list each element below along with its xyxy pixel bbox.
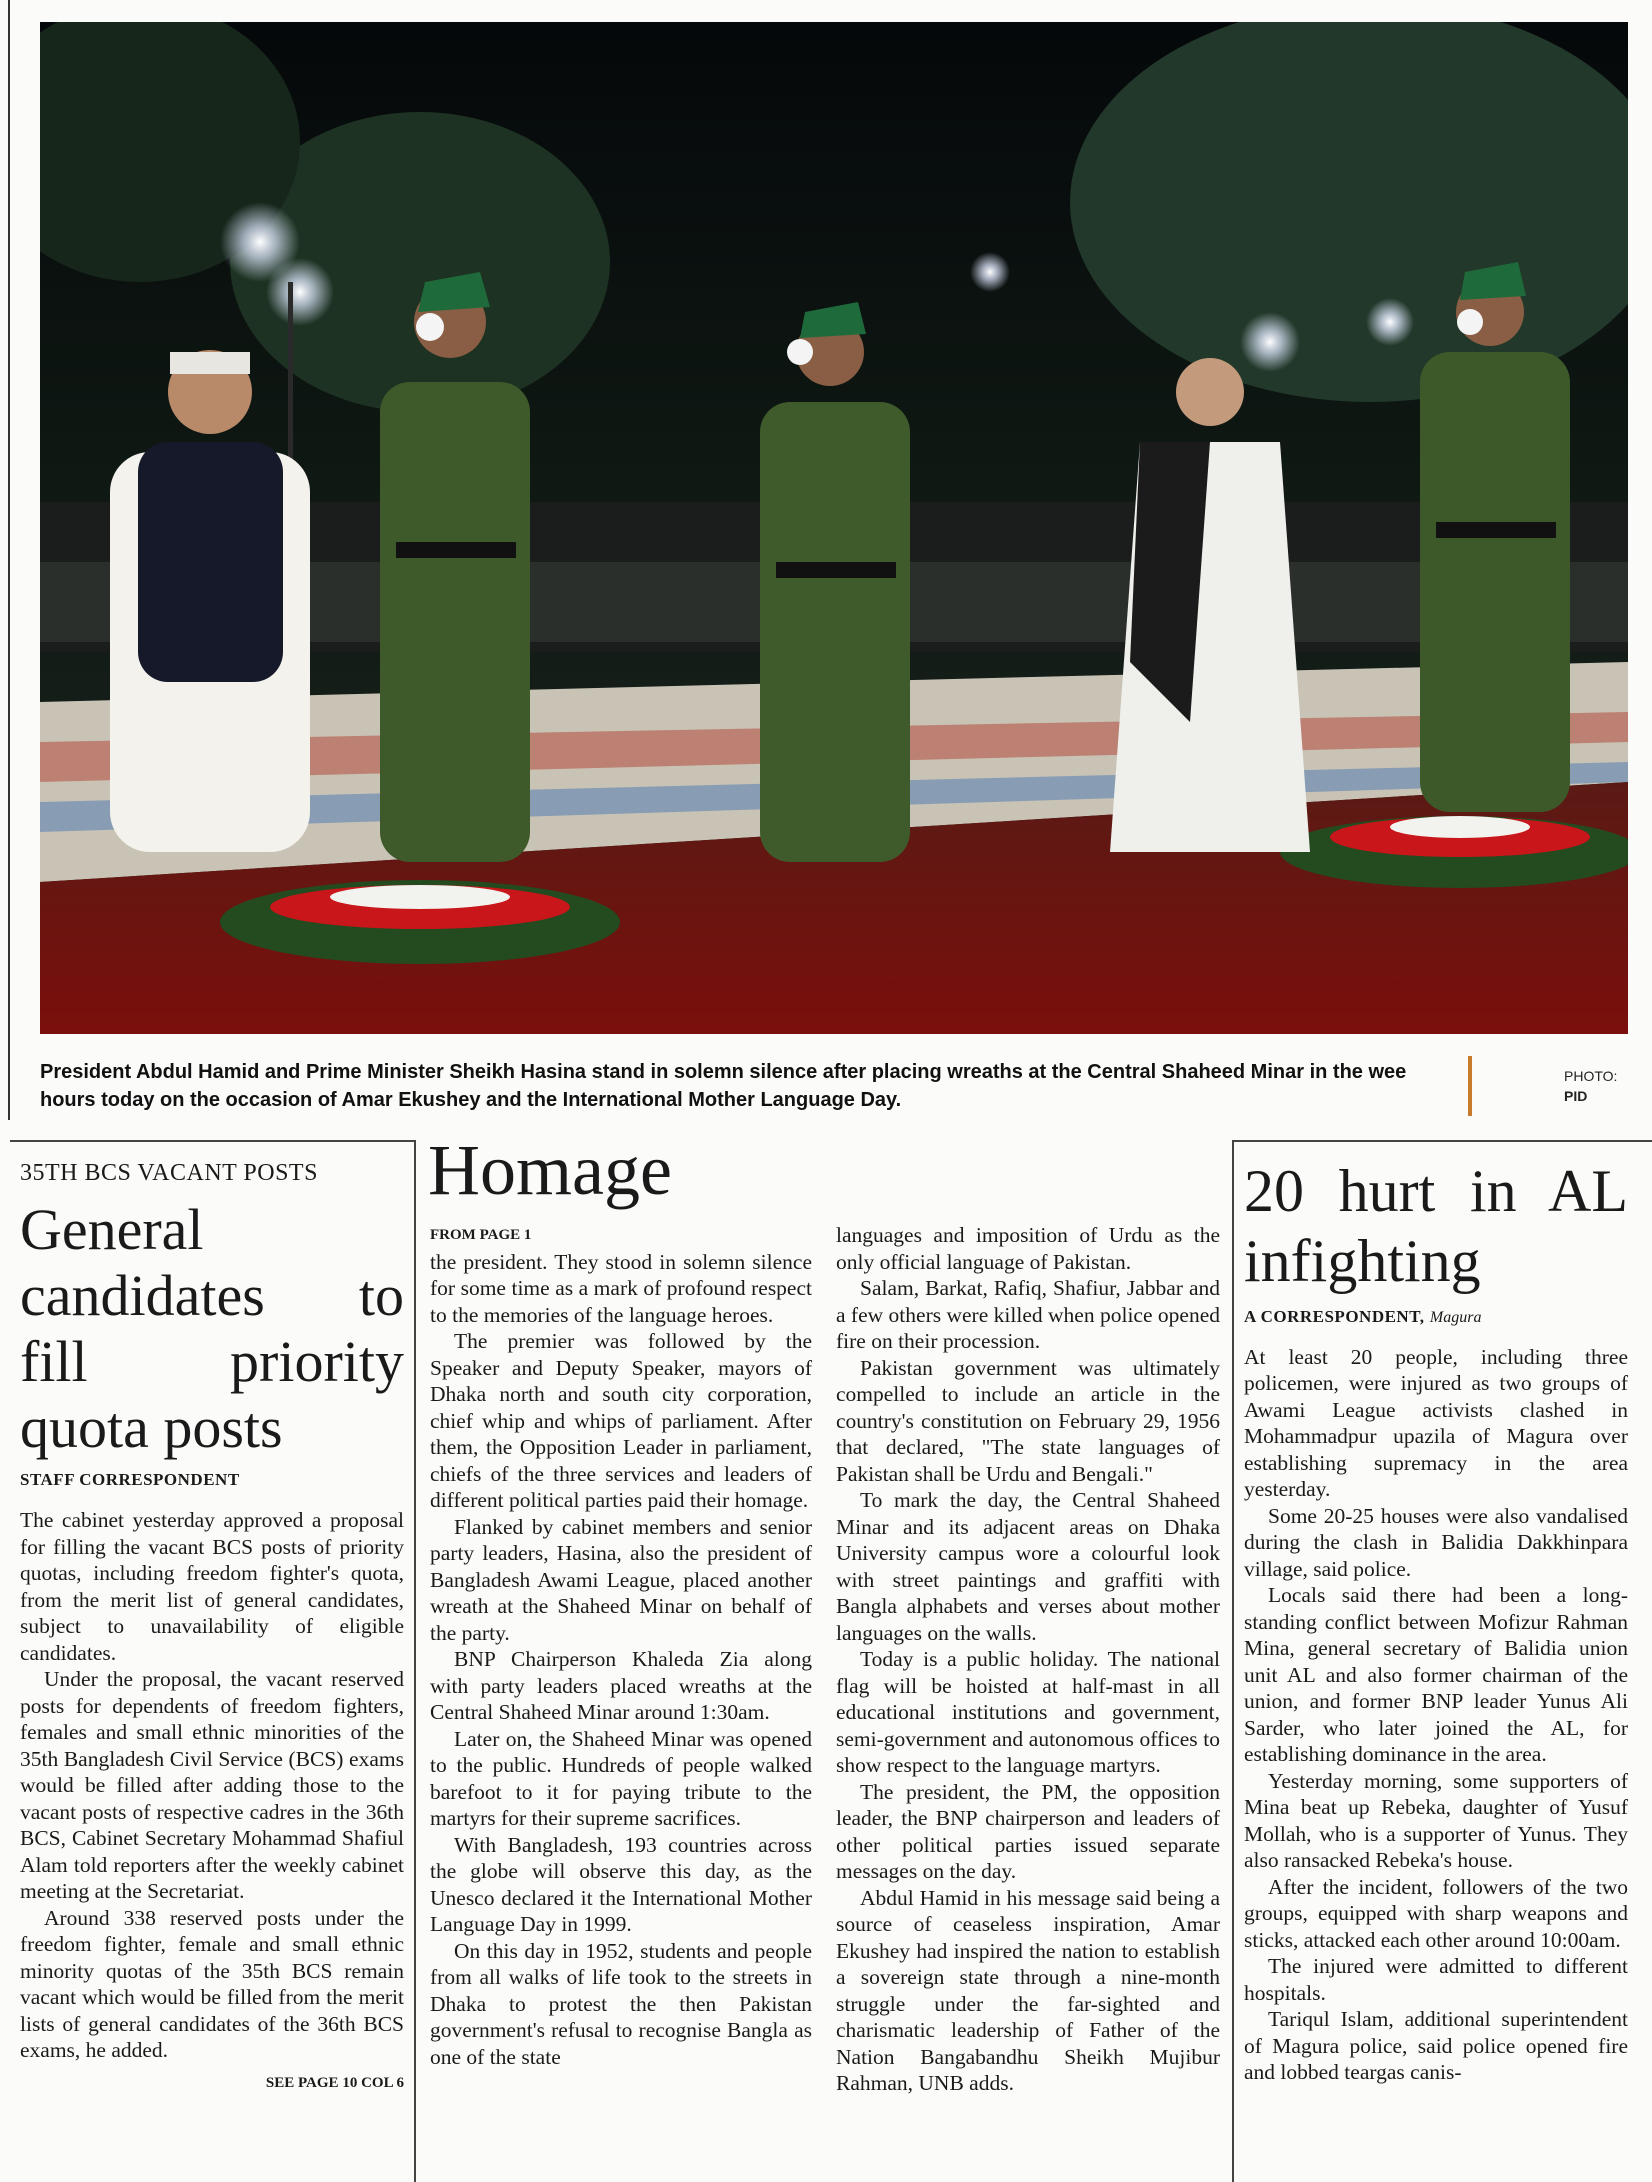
center-story-headline: Homage — [428, 1130, 672, 1210]
left-story-kicker: 35TH BCS VACANT POSTS — [20, 1160, 318, 1186]
center-story-paragraph: The president, the PM, the opposition leader, the BNP chairperson and leaders of other political parties issued separate messages on the day. — [836, 1779, 1220, 1883]
right-story-byline-row — [1244, 1302, 1628, 1332]
photo-caption: President Abdul Hamid and Prime Minister Sheikh Hasina stand in solemn silence after placing wreaths at the Central Shaheed Minar in the wee hours today on the occasion of Amar Ekushey and the International Mother Language Day. — [40, 1061, 1407, 1111]
right-story-paragraph: After the incident, followers of the two groups, equipped with sharp weapons and sticks, attacked each other around 10:00am. — [1244, 1874, 1628, 1952]
right-story-dateline: Magura — [1429, 1309, 1482, 1326]
center-story-paragraph: Pakistan government was ultimately compelled to include an article in the country's constitution on February 29, 1956 that declared, "The state languages of Pakistan shall be Urdu and Bengali." — [836, 1355, 1220, 1486]
center-story-paragraph: To mark the day, the Central Shaheed Minar and its adjacent areas on Dhaka University campus wore a colourful look with street paintings and graffiti with Bangla alphabets and verses about mother languages on the walls. — [836, 1488, 1220, 1645]
center-story-col2 — [836, 1222, 1220, 2097]
left-story-jump[interactable]: SEE PAGE 10 COL 6 — [265, 2074, 404, 2091]
photo-credit-label: PHOTO: — [1564, 1068, 1618, 1084]
photo-illustration — [40, 22, 1628, 1034]
left-story-paragraph: Around 338 reserved posts under the freedom fighter, female and small ethnic minority quotas of the 35th BCS remain vacant which would be filled from the merit lists of general candidates of the 36th BCS exams, he added. — [20, 1905, 404, 2062]
right-story-paragraph: Yesterday morning, some supporters of Mina beat up Rebeka, daughter of Yusuf Mollah, who is a supporter of Yunus. They also ransacked Rebeka's house. — [1244, 1768, 1628, 1872]
center-story-paragraph: languages and imposition of Urdu as the only official language of Pakistan. — [836, 1223, 1220, 1274]
photo-credit-source: PID — [1564, 1088, 1588, 1104]
center-story-paragraph: Abdul Hamid in his message said being a source of ceaseless inspiration, Amar Ekushey had inspired the nation to establish a sovereign state through a nine-month struggle under the far-sighted and charismatic leadership of Father of the Nation Bangabandhu Sheikh Mujibur Rahman, UNB adds. — [836, 1885, 1220, 2095]
center-story-from-page: FROM PAGE 1 — [430, 1227, 532, 1243]
center-story-paragraph: On this day in 1952, students and people from all walks of life took to the streets in Dhaka to protest the then Pakistan government's refusal to recognise Bangla as one of the state — [430, 1938, 812, 2069]
right-story-paragraph: At least 20 people, including three policemen, were injured as two groups of Awami League activists clashed in Mohammadpur upazila of Magura over establishing supremacy in the area yesterday. — [1244, 1344, 1628, 1501]
center-story-col1 — [430, 1222, 812, 2070]
right-story-headline: 20 hurt in AL infighting — [1244, 1158, 1628, 1294]
center-story-paragraph: With Bangladesh, 193 countries across the globe will observe this day, as the Unesco declared it the International Mother Language Day in 1999. — [430, 1832, 812, 1936]
right-story-paragraph: Tariqul Islam, additional superintendent of Magura police, said police opened fire and lobbed teargas canis- — [1244, 2007, 1628, 2084]
left-story-headline: General candidates to fill priority quota posts — [20, 1196, 404, 1460]
right-story-byline: A CORRESPONDENT, — [1244, 1307, 1425, 1326]
center-story-paragraph: Later on, the Shaheed Minar was opened to the public. Hundreds of people walked barefoot to it for paying tribute to the martyrs for their supreme sacrifices. — [430, 1726, 812, 1830]
page-left-rule — [8, 0, 10, 1120]
right-story-paragraph: The injured were admitted to different hospitals. — [1244, 1954, 1628, 2005]
left-story-byline: STAFF CORRESPONDENT — [20, 1469, 240, 1489]
left-story-paragraph: The cabinet yesterday approved a proposal for filling the vacant BCS posts of priority quotas, including freedom fighter's quota, from the merit list of general candidates, subject to unavailability of eligible candidates. — [20, 1508, 404, 1665]
right-story-paragraph: Some 20-25 houses were also vandalised during the clash in Balidia Dakkhinpara village, said police. — [1244, 1503, 1628, 1581]
center-story-paragraph: Salam, Barkat, Rafiq, Shafiur, Jabbar and a few others were killed when police opened fire on their procession. — [836, 1276, 1220, 1353]
right-story-paragraph: Locals said there had been a long-standing conflict between Mofizur Rahman Mina, general secretary of Balidia union unit AL and also former chairman of the union, and former BNP leader Yunus Ali Sarder, who later joined the AL, for establishing dominance in the area. — [1244, 1583, 1628, 1766]
left-story-paragraph: Under the proposal, the vacant reserved posts for dependents of freedom fighters, females and small ethnic minorities of the 35th Bangladesh Civil Service (BCS) exams would be filled after adding those to the vacant posts of respective cadres in the 36th BCS, Cabinet Secretary Mohammad Shafiul Alam told reporters after the weekly cabinet meeting at the Secretariat. — [20, 1667, 404, 1903]
photo-credit — [1564, 1066, 1617, 1106]
center-story-paragraph: the president. They stood in solemn silence for some time as a mark of profound respect to the memories of the language heroes. — [430, 1249, 812, 1327]
center-story-paragraph: Flanked by cabinet members and senior party leaders, Hasina, also the president of Bangladesh Awami League, placed another wreath at the Shaheed Minar on behalf of the party. — [430, 1514, 812, 1645]
caption-divider — [1468, 1056, 1472, 1116]
center-story-paragraph: The premier was followed by the Speaker and Deputy Speaker, mayors of Dhaka north and south city corporation, chief whip and whips of parliament. After them, the Opposition Leader in parliament, chiefs of the three services and leaders of different political parties paid their homage. — [430, 1329, 812, 1512]
center-story-paragraph: BNP Chairperson Khaleda Zia along with party leaders placed wreaths at the Central Shaheed Minar around 1:30am. — [430, 1647, 812, 1724]
news-photo — [40, 22, 1628, 1034]
center-story-paragraph: Today is a public holiday. The national flag will be hoisted at half-mast in all educational institutions and government, semi-government and autonomous offices to show respect to the language martyrs. — [836, 1647, 1220, 1777]
right-story — [1244, 1156, 1628, 2086]
left-story — [20, 1160, 404, 2096]
